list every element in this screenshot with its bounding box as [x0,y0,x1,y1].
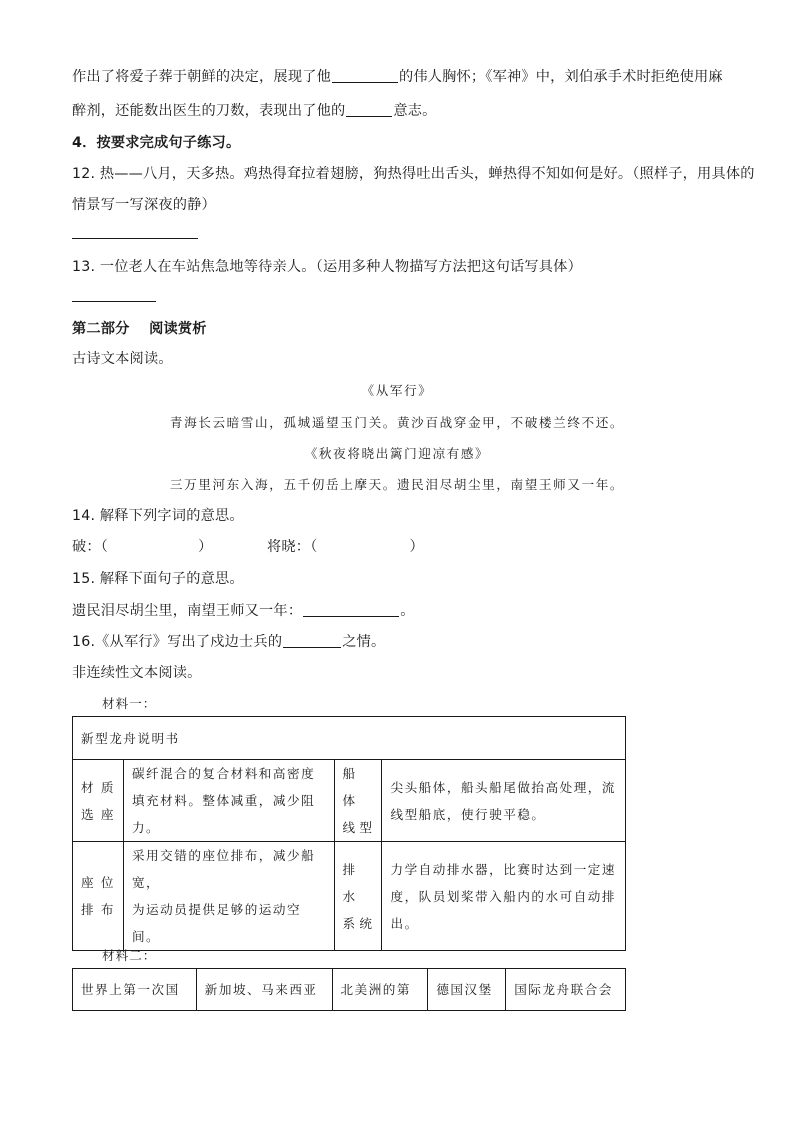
section-heading: 4．按要求完成句子练习。 [72,135,241,151]
poem-1-title: 《从军行》 [361,383,433,398]
part-heading: 第二部分 阅读赏析 [72,321,207,337]
table-cell: 新加坡、马来西亚 [196,969,332,1011]
row-content: 尖头船体，船头船尾做抬高处理，流 线型船底，使行驶平稳。 [382,760,626,842]
row-content: 碳纤混合的复合材料和高密度 填充材料。整体减重，减少阻力。 [123,760,334,842]
question-12-line-2: 情景写一写深夜的静） [72,197,216,213]
row-header: 材 质 选座 [73,760,124,842]
table-row [73,969,626,1011]
nonlinear-intro: 非连续性文本阅读。 [72,665,202,681]
fill-blank-line-2 [72,100,437,120]
material-1-label: 材料一： [102,696,157,711]
item-close: ） [198,539,213,555]
poem-2-text: 三万里河东入海，五千仞岳上摩天。遗民泪尽胡尘里，南望王师又一年。 [169,477,625,492]
table-cell: 国际龙舟联合会 [506,969,626,1011]
sentence-end: 。 [400,603,415,619]
table-cell: 德国汉堡 [428,969,506,1011]
answer-blank[interactable] [332,68,398,83]
poem-2-title: 《秋夜将晓出篱门迎凉有感》 [304,446,490,461]
answer-blank[interactable] [283,633,341,648]
table-row [73,842,626,951]
question-12-line-1: 12. 热——八月，天多热。鸡热得耷拉着翅膀，狗热得吐出舌头，蝉热得不知如何是好。（照样子，用具体的 [72,166,755,182]
material-2-label: 材料二： [102,948,157,963]
question-text: 16.《从军行》写出了戍边士兵的 [72,634,283,650]
row-content: 采用交错的座位排布，减少船宽， 为运动员提供足够的运动空间。 [123,842,334,951]
table-cell: 北美洲的第 [332,969,428,1011]
question-15-sentence [72,600,415,620]
question-15: 15. 解释下面句子的意思。 [72,571,244,587]
answer-line[interactable] [72,301,156,302]
row-content: 力学自动排水器，比赛时达到一定速 度，队员划桨带入船内的水可自动排 出。 [382,842,626,951]
table-title-cell [73,717,626,760]
poetry-intro: 古诗文本阅读。 [72,351,173,367]
table-cell: 世界上第一次国 [73,969,197,1011]
answer-line[interactable] [72,238,198,239]
sentence-text: 遗民泪尽胡尘里，南望王师又一年： [72,603,303,619]
material-1-table [72,716,626,951]
question-text: 之情。 [342,634,386,650]
answer-blank[interactable] [303,602,399,617]
row-header: 座 位 排布 [73,842,124,951]
item-close: ） [409,539,424,555]
question-13: 13. 一位老人在车站焦急地等待亲人。（运用多种人物描写方法把这句话写具体） [72,259,582,275]
material-2-table [72,968,626,1011]
row-header: 船 体 线型 [334,760,382,842]
text-segment: 意志。 [393,103,437,119]
item-label: 破：（ [72,539,109,555]
table-row [73,760,626,842]
question-14: 14. 解释下列字词的意思。 [72,508,244,524]
table-title: 新型龙舟说明书 [81,730,180,746]
text-segment: 的伟人胸怀；《军神》中，刘伯承手术时拒绝使用麻 [398,69,723,85]
question-14-item-2 [267,536,424,556]
fill-blank-line-1 [72,66,723,86]
question-14-item-1 [72,536,212,556]
item-label: 将晓：（ [267,539,318,555]
row-header: 排 水 系统 [334,842,382,951]
text-segment: 作出了将爱子葬于朝鲜的决定，展现了他 [72,69,331,85]
poem-1-text: 青海长云暗雪山，孤城遥望玉门关。黄沙百战穿金甲，不破楼兰终不还。 [169,415,625,430]
question-16 [72,631,385,651]
text-segment: 醉剂，还能数出医生的刀数，表现出了他的 [72,103,346,119]
answer-blank[interactable] [346,102,392,117]
